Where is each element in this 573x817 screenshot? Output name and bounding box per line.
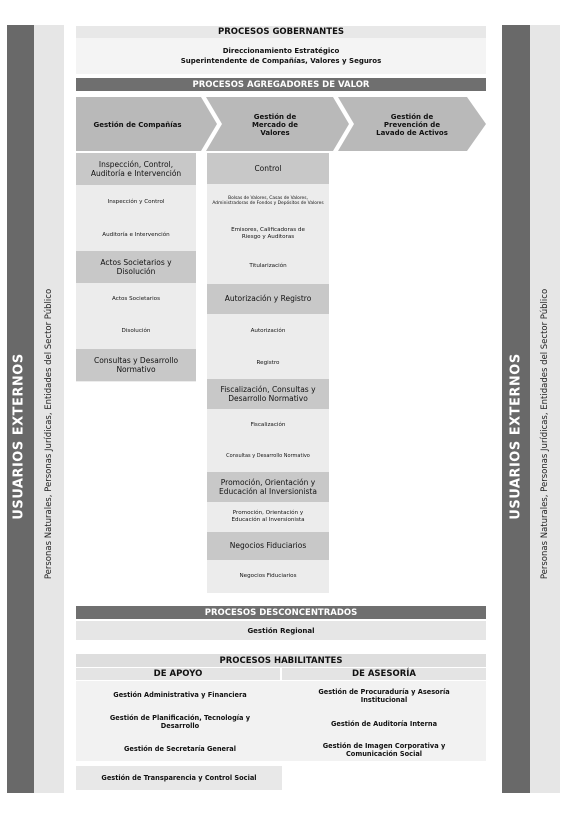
arrow-valores-label: Gestión de Mercado de Valores (251, 112, 299, 137)
col1-group-consultas: Consultas y Desarrollo Normativo (76, 349, 196, 381)
col2-item-titularizacion: Titularización (207, 251, 329, 282)
left-users-label: USUARIOS EXTERNOS (11, 353, 27, 520)
right-users-subpanel (530, 25, 560, 793)
col1-item-disolucion: Disolución (76, 316, 196, 347)
gobernantes-content (76, 38, 486, 74)
col2-group-fiscalizacion: Fiscalización, Consultas y Desarrollo Normativo (207, 379, 329, 409)
right-users-panel (502, 25, 530, 793)
col2-group-promocion: Promoción, Orientación y Educación al Inversionista (207, 472, 329, 502)
left-users-subpanel (34, 25, 64, 793)
col2-item-promocion: Promoción, Orientación y Educación al Inversionista (207, 503, 329, 531)
col2-item-bolsas: Bolsas de Valores, Casas de Valores, Administradoras de Fondos y Depósitos de Valores (207, 185, 329, 217)
col1-item-auditoria: Auditoría e Intervención (76, 220, 196, 250)
apoyo-item-secretaria: Gestión de Secretaría General (124, 745, 236, 753)
right-users-label: USUARIOS EXTERNOS (508, 353, 524, 520)
col2-group-negocios: Negocios Fiduciarios (207, 532, 329, 560)
left-users-sublabel: Personas Naturales, Personas Jurídicas, Entidades del Sector Público (44, 288, 54, 580)
desconcentrados-item: Gestión Regional (76, 621, 486, 640)
gobernantes-header: PROCESOS GOBERNANTES (76, 26, 486, 38)
arrow-lavado-label: Gestión de Prevención de Lavado de Activos (376, 112, 448, 137)
col1-item-inspeccion-control: Inspección y Control (76, 187, 196, 218)
left-users-panel (7, 25, 34, 793)
col2-group-control: Control (207, 153, 329, 184)
col2-item-negocios: Negocios Fiduciarios (207, 561, 329, 592)
arrow-companias-label: Gestión de Compañías (93, 120, 182, 129)
col1-item-actos: Actos Societarios (76, 285, 196, 314)
habilitantes-header: PROCESOS HABILITANTES (76, 654, 486, 667)
asesoria-item-imagen: Gestión de Imagen Corporativa y Comunicación Social (322, 742, 446, 758)
right-users-sublabel: Personas Naturales, Personas Jurídicas, Entidades del Sector Público (540, 288, 550, 580)
desconcentrados-header: PROCESOS DESCONCENTRADOS (76, 606, 486, 619)
col1-group-actos: Actos Societarios y Disolución (76, 251, 196, 283)
col2-item-fiscalizacion: Fiscalización (207, 410, 329, 440)
col1-group-inspeccion: Inspección, Control, Auditoría e Intervención (76, 153, 196, 185)
apoyo-header: DE APOYO (76, 668, 280, 680)
col2-item-emisores: Emisores, Calificadoras de Riesgo y Auditoras (207, 218, 329, 249)
col2-item-registro: Registro (207, 348, 329, 378)
agregadores-header: PROCESOS AGREGADORES DE VALOR (76, 78, 486, 91)
asesoria-header: DE ASESORÍA (282, 668, 486, 680)
col2-group-autorizacion: Autorización y Registro (207, 284, 329, 314)
gobernantes-line1: Direccionamiento Estratégico (222, 47, 340, 55)
col2-item-consultas: Consultas y Desarrollo Normativo (207, 441, 329, 471)
asesoria-item-auditoria: Gestión de Auditoría Interna (330, 720, 438, 728)
apoyo-item-transparencia: Gestión de Transparencia y Control Social (76, 766, 282, 790)
apoyo-item-administrativa: Gestión Administrativa y Financiera (113, 691, 247, 699)
gobernantes-line2: Superintendente de Compañías, Valores y Seguros (180, 57, 382, 65)
asesoria-item-procuraduria: Gestión de Procuraduría y Asesoría Institucional (318, 688, 450, 704)
apoyo-item-planificacion: Gestión de Planificación, Tecnología y Desarrollo (109, 714, 251, 730)
col2-item-autorizacion: Autorización (207, 316, 329, 347)
